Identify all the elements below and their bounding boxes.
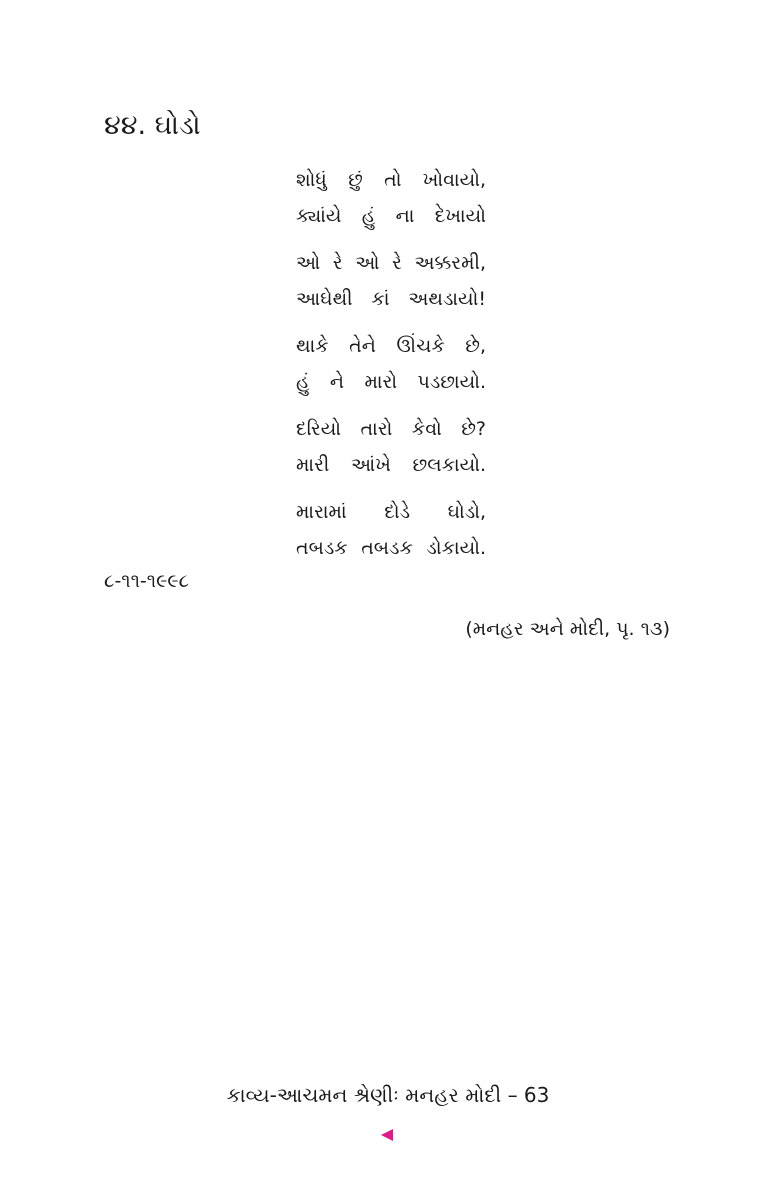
verse-line: હું ને મારો પડછાયો. [296,371,486,393]
stanza-5 [296,494,486,566]
previous-page-arrow-icon[interactable] [381,1129,393,1141]
poem-date: ૮-૧૧-૧૯૯૮ [104,570,190,592]
verse-line: દરિયો તારો કેવો છે? [296,418,486,440]
stanza-2 [296,245,486,317]
source-citation: (મનહર અને મોદી, પૃ. ૧૩) [465,618,670,640]
verse-line: તબડક તબડક ડોકાયો. [296,537,486,559]
page-footer: કાવ્ય-આચમન શ્રેણીઃ મનહર મોદી – 63 [226,1083,550,1107]
stanza-3 [296,328,486,400]
verse-line: આઘેથી કાં અથડાયો! [296,288,486,310]
verse-line: ઓ રે ઓ રે અક્કરમી, [296,252,486,274]
verse-line: થાકે તેને ઊંચકે છે, [296,335,486,357]
verse-line: શોધું છું તો ખોવાયો, [296,169,486,191]
verse-line: ક્યાંયે હું ના દેખાયો [296,205,486,227]
stanza-4 [296,411,486,483]
stanza-1 [296,162,486,234]
verse-line: મારામાં દોડે ઘોડો, [296,501,486,523]
poem-body [296,162,486,577]
poem-title: ૪૪. ઘોડો [104,110,201,141]
verse-line: મારી આંખે છલકાયો. [296,454,486,476]
